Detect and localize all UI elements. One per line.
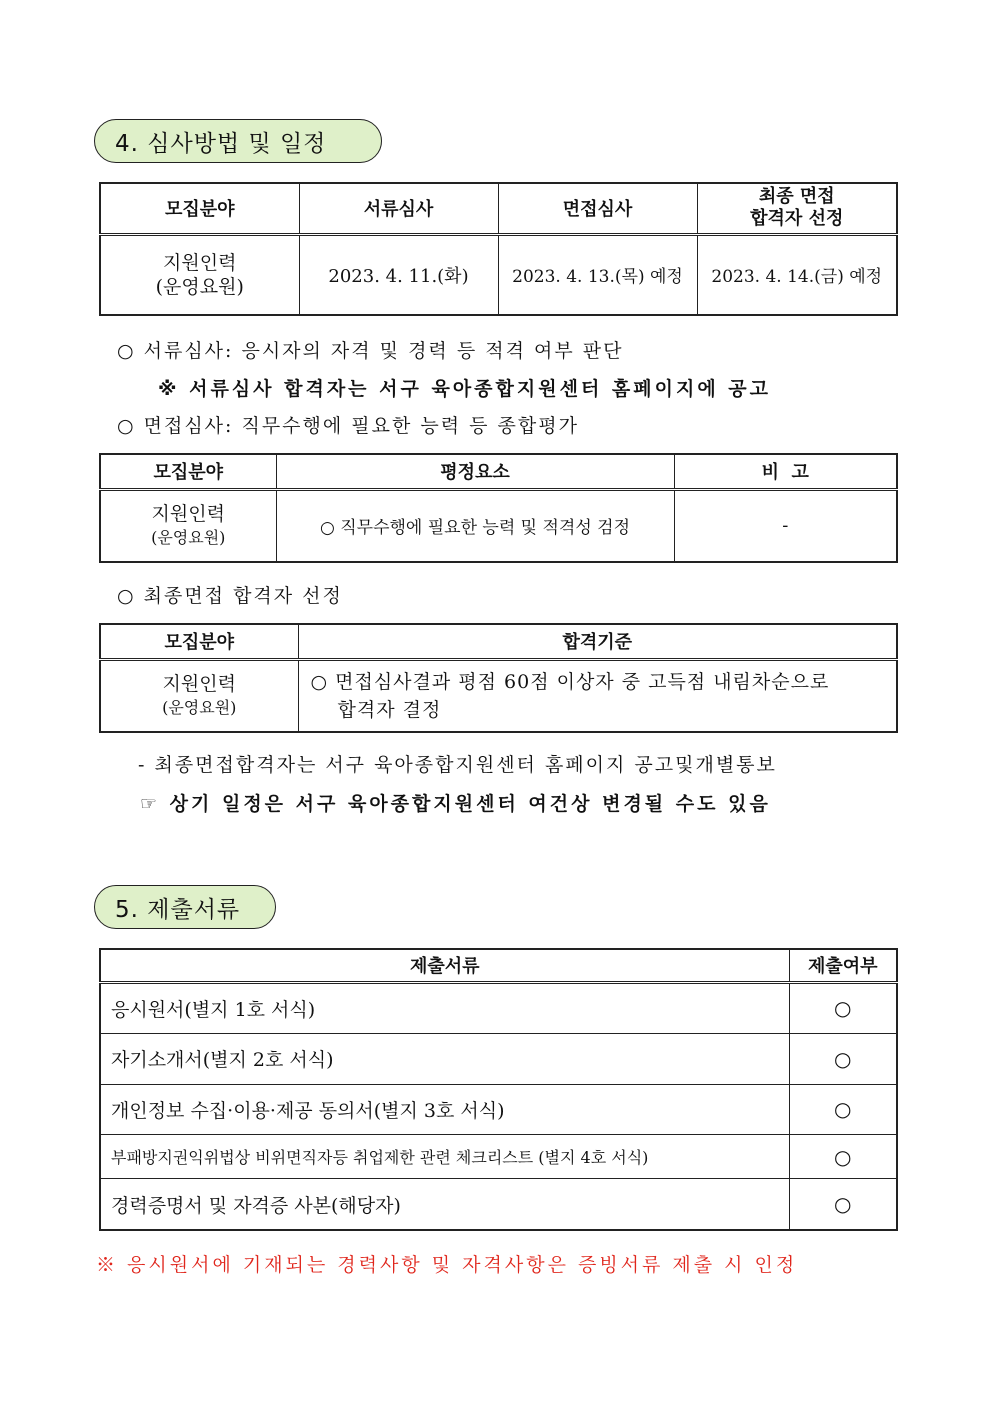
cell-field bbox=[100, 659, 298, 732]
table-row bbox=[100, 982, 897, 1034]
document-name: 응시원서(별지 1호 서식) bbox=[100, 982, 789, 1034]
submitted-mark: ○ bbox=[789, 1179, 897, 1230]
field-line2: (운영요원) bbox=[162, 697, 237, 717]
cell-field bbox=[100, 489, 276, 562]
section-5-title-text: 5. 제출서류 bbox=[115, 896, 241, 923]
field-line1: 지원인력 bbox=[163, 251, 237, 274]
cell-field bbox=[100, 234, 299, 315]
schedule-notice: ☞ 상기 일정은 서구 육아종합지원센터 여건상 변경될 수도 있음 bbox=[140, 793, 771, 815]
documents-table bbox=[99, 948, 898, 1231]
cell-pass-criteria bbox=[298, 659, 897, 732]
field-line1: 지원인력 bbox=[151, 502, 225, 525]
section-5-title bbox=[94, 885, 276, 929]
interview-criteria-table bbox=[99, 453, 898, 563]
table-row bbox=[100, 1084, 897, 1134]
col-header-documents: 제출서류 bbox=[100, 949, 789, 982]
final-notice: - 최종면접합격자는 서구 육아종합지원센터 홈페이지 공고및개별통보 bbox=[138, 754, 777, 776]
table-row bbox=[100, 1134, 897, 1179]
col-header-field: 모집분야 bbox=[100, 454, 276, 489]
col-header-field: 모집분야 bbox=[100, 183, 299, 234]
documents-footnote: ※ 응시원서에 기재되는 경력사항 및 자격사항은 증빙서류 제출 시 인정 bbox=[96, 1254, 798, 1276]
schedule-table bbox=[99, 182, 898, 316]
criteria-line2: 합격자 결정 bbox=[337, 698, 442, 721]
col-header-pass-criteria: 합격기준 bbox=[298, 624, 897, 659]
col-header-doc-review: 서류심사 bbox=[299, 183, 498, 234]
submitted-mark: ○ bbox=[789, 982, 897, 1034]
field-line1: 지원인력 bbox=[162, 672, 236, 695]
final-criteria-table bbox=[99, 623, 898, 733]
section-4-title bbox=[94, 119, 382, 163]
col-header-field: 모집분야 bbox=[100, 624, 298, 659]
document-name: 개인정보 수집·이용·제공 동의서(별지 3호 서식) bbox=[100, 1084, 789, 1134]
col-header-criteria: 평정요소 bbox=[276, 454, 674, 489]
col-header-final: 최종 면접 합격자 선정 bbox=[697, 183, 897, 234]
cell-doc-review-date: 2023. 4. 11.(화) bbox=[299, 234, 498, 315]
cell-criteria: ○ 직무수행에 필요한 능력 및 적격성 검정 bbox=[276, 489, 674, 562]
document-name: 부패방지권익위법상 비위면직자등 취업제한 관련 체크리스트 (별지 4호 서식) bbox=[100, 1134, 789, 1179]
cell-remark: - bbox=[674, 489, 897, 562]
section-4-title-text: 4. 심사방법 및 일정 bbox=[115, 130, 327, 157]
submitted-mark: ○ bbox=[789, 1084, 897, 1134]
interview-note: ○ 면접심사: 직무수행에 필요한 능력 등 종합평가 bbox=[117, 415, 579, 437]
col-header-submitted: 제출여부 bbox=[789, 949, 897, 982]
doc-review-note: ○ 서류심사: 응시자의 자격 및 경력 등 적격 여부 판단 bbox=[117, 340, 624, 362]
document-name: 자기소개서(별지 2호 서식) bbox=[100, 1034, 789, 1084]
col-header-remark: 비 고 bbox=[674, 454, 897, 489]
criteria-line1: ○ 면접심사결과 평점 60점 이상자 중 고득점 내림차순으로 bbox=[310, 670, 830, 693]
document-name: 경력증명서 및 자격증 사본(해당자) bbox=[100, 1179, 789, 1230]
table-row bbox=[100, 1034, 897, 1084]
col-header-interview: 면접심사 bbox=[498, 183, 697, 234]
submitted-mark: ○ bbox=[789, 1034, 897, 1084]
field-line2: (운영요원) bbox=[155, 275, 244, 298]
final-note: ○ 최종면접 합격자 선정 bbox=[117, 585, 343, 607]
cell-final-date: 2023. 4. 14.(금) 예정 bbox=[697, 234, 897, 315]
cell-interview-date: 2023. 4. 13.(목) 예정 bbox=[498, 234, 697, 315]
submitted-mark: ○ bbox=[789, 1134, 897, 1179]
doc-review-notice: ※ 서류심사 합격자는 서구 육아종합지원센터 홈페이지에 공고 bbox=[158, 378, 772, 400]
table-row bbox=[100, 1179, 897, 1230]
field-line2: (운영요원) bbox=[151, 527, 226, 547]
